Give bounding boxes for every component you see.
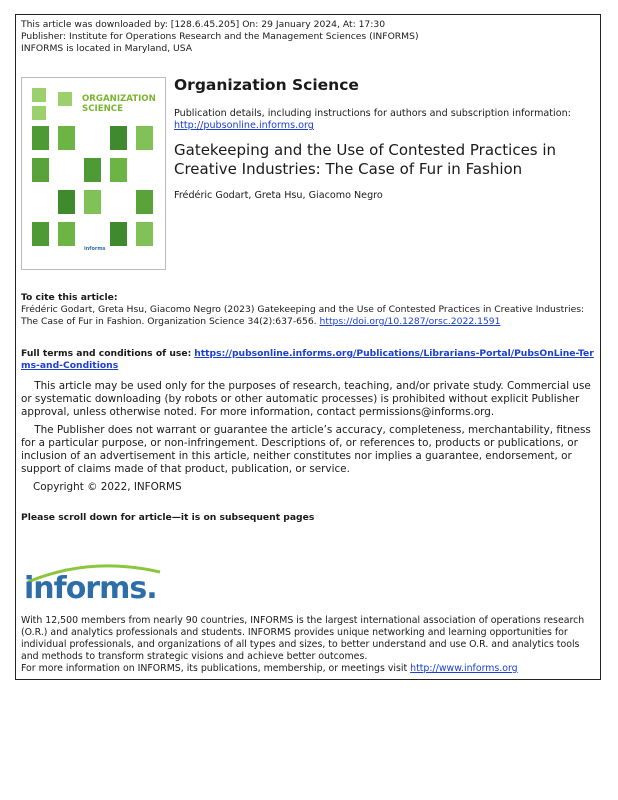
logo-wordmark: informs. xyxy=(24,571,157,606)
cover-tile xyxy=(32,158,49,182)
cover-tile xyxy=(32,222,49,246)
cover-publisher: informs xyxy=(84,246,106,252)
about-informs xyxy=(21,615,596,675)
copyright: Copyright © 2022, INFORMS xyxy=(33,481,182,493)
cover-tile xyxy=(136,190,153,214)
journal-cover-image xyxy=(21,77,166,270)
publication-details xyxy=(174,108,594,132)
cover-tile xyxy=(110,126,127,150)
cover-tile xyxy=(32,88,46,102)
informs-logo-graphic xyxy=(20,560,170,606)
publisher-info: Publisher: Institute for Operations Research and the Management Sciences (INFORMS) xyxy=(21,31,419,42)
informs-logo xyxy=(20,560,170,606)
cover-tile xyxy=(136,126,153,150)
cover-title: ORGANIZATION SCIENCE xyxy=(82,94,156,114)
terms-label: Full terms and conditions of use: xyxy=(21,348,192,359)
publication-details-text: Publication details, including instructions for authors and subscription information: xyxy=(174,108,571,119)
journal-link[interactable]: http://pubsonline.informs.org xyxy=(174,120,314,131)
cover-tile xyxy=(58,126,75,150)
cover-tile xyxy=(58,92,72,106)
cover-tile xyxy=(32,126,49,150)
cover-tile xyxy=(110,222,127,246)
cover-tile xyxy=(84,158,101,182)
download-info: This article was downloaded by: [128.6.45.205] On: 29 January 2024, At: 17:30 xyxy=(21,19,386,30)
usage-text: This article may be used only for the purposes of research, teaching, and/or private study. Commercial use or systematic downloading (by robots or other automatic processes) is prohibited without explicit Publisher approval, unless otherwise noted. For more information, contact permissions@informs.org. xyxy=(21,380,591,418)
cover-tile xyxy=(58,222,75,246)
cover-tile xyxy=(136,222,153,246)
terms-link[interactable]: https://pubsonline.informs.org/Publications/Librarians-Portal/PubsOnLine-Terms-and-Conditions xyxy=(21,348,594,371)
usage-paragraph xyxy=(21,380,596,419)
cover-tile xyxy=(84,190,101,214)
scroll-note: Please scroll down for article—it is on subsequent pages xyxy=(21,512,315,523)
publisher-location: INFORMS is located in Maryland, USA xyxy=(21,43,193,54)
doi-link[interactable]: https://doi.org/10.1287/orsc.2022.1591 xyxy=(319,316,501,327)
about-text: With 12,500 members from nearly 90 countries, INFORMS is the largest international association of operations research (O.R.) and analytics professionals and students. INFORMS provides unique networking and learning opportunities for individual professionals, and organizations of all types and sizes, to better understand and use O.R. and analytics tools and methods to transform strategic visions and achieve better outcomes. xyxy=(21,615,585,662)
informs-website-link[interactable]: http://www.informs.org xyxy=(410,663,518,674)
article-title: Gatekeeping and the Use of Contested Practices in Creative Industries: The Case of Fur in Fashion xyxy=(174,141,557,178)
cover-tile xyxy=(58,190,75,214)
download-header xyxy=(21,19,419,55)
terms-block xyxy=(21,348,596,372)
cover-tile xyxy=(32,106,46,120)
cover-tile xyxy=(110,158,127,182)
warranty-text: The Publisher does not warrant or guarantee the article’s accuracy, completeness, merchantability, fitness for a particular purpose, or non-infringement. Descriptions of, or references to, products or publications, or inclusion of an advertisement in this article, neither constitutes nor implies a guarantee, endorsement, or support of claims made of that product, publication, or service. xyxy=(21,424,591,475)
journal-name: Organization Science xyxy=(174,76,359,94)
more-info-text: For more information on INFORMS, its publications, membership, or meetings visit xyxy=(21,663,408,674)
citation-heading: To cite this article: xyxy=(21,292,118,303)
citation-block xyxy=(21,292,596,328)
article-authors: Frédéric Godart, Greta Hsu, Giacomo Negro xyxy=(174,190,383,201)
warranty-paragraph xyxy=(21,424,596,476)
citation-text: Frédéric Godart, Greta Hsu, Giacomo Negro (2023) Gatekeeping and the Use of Contested Practices in Creative Industries: The Case of Fur in Fashion. Organization Science 34(2):637-656. xyxy=(21,304,585,327)
